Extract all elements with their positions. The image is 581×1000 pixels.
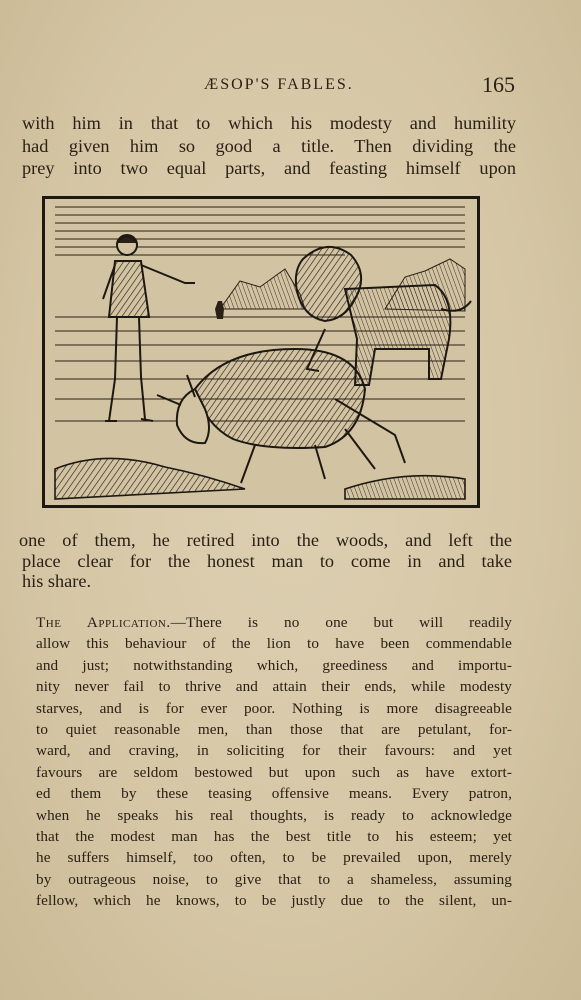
text-line: place clear for the honest man to come in and take [22,550,512,571]
text-line: nity never fail to thrive and attain their ends, while modesty [36,678,512,696]
text-line: with him in that to which his modesty and humility [22,113,516,133]
text-line: starves, and is for ever poor. Nothing is more disagreeable [36,699,512,717]
running-title: ÆSOP'S FABLES. [204,76,354,93]
top-paragraph [22,112,516,180]
text-line: fellow, which he knows, to be justly due to the silent, un- [36,892,512,910]
text-line: prey into two equal parts, and feasting himself upon [22,158,516,178]
text-line: and just; notwithstanding which, greediness and importu- [36,656,512,674]
text-line: had given him so good a title. Then dividing the [22,135,516,156]
text-line: his share. [22,571,92,591]
text-line: by outrageous noise, to give that to a shameless, assuming [36,870,512,888]
text-line: he suffers himself, too often, to be prevailed upon, merely [36,849,512,867]
application-heading: The Application. [36,614,171,631]
text-line: ward, and craving, in soliciting for their favours: and yet [36,742,512,760]
text-line: that the modest man has the best title to his esteem; yet [36,828,512,846]
text-line: one of them, he retired into the woods, and left the [19,530,512,550]
text-line: when he speaks his real thoughts, is ready to acknowledge [36,806,512,824]
woodcut-lion-man-ox-icon [45,199,477,505]
woodcut-illustration [42,196,480,508]
text-line: to quiet reasonable men, than those that are petulant, for- [36,721,512,739]
application-first-line [36,612,512,633]
application-first-line-text: —There is no one but will readily [170,614,512,631]
text-line: allow this behaviour of the lion to have been commendable [36,635,512,653]
page-number: 165 [482,72,515,97]
text-line: ed them by these teasing offensive means. Every patron, [36,785,512,803]
running-head [0,72,581,100]
text-line: favours are seldom bestowed but upon such as have extort- [36,763,512,781]
mid-paragraph [19,530,512,592]
application-paragraph [36,612,512,912]
